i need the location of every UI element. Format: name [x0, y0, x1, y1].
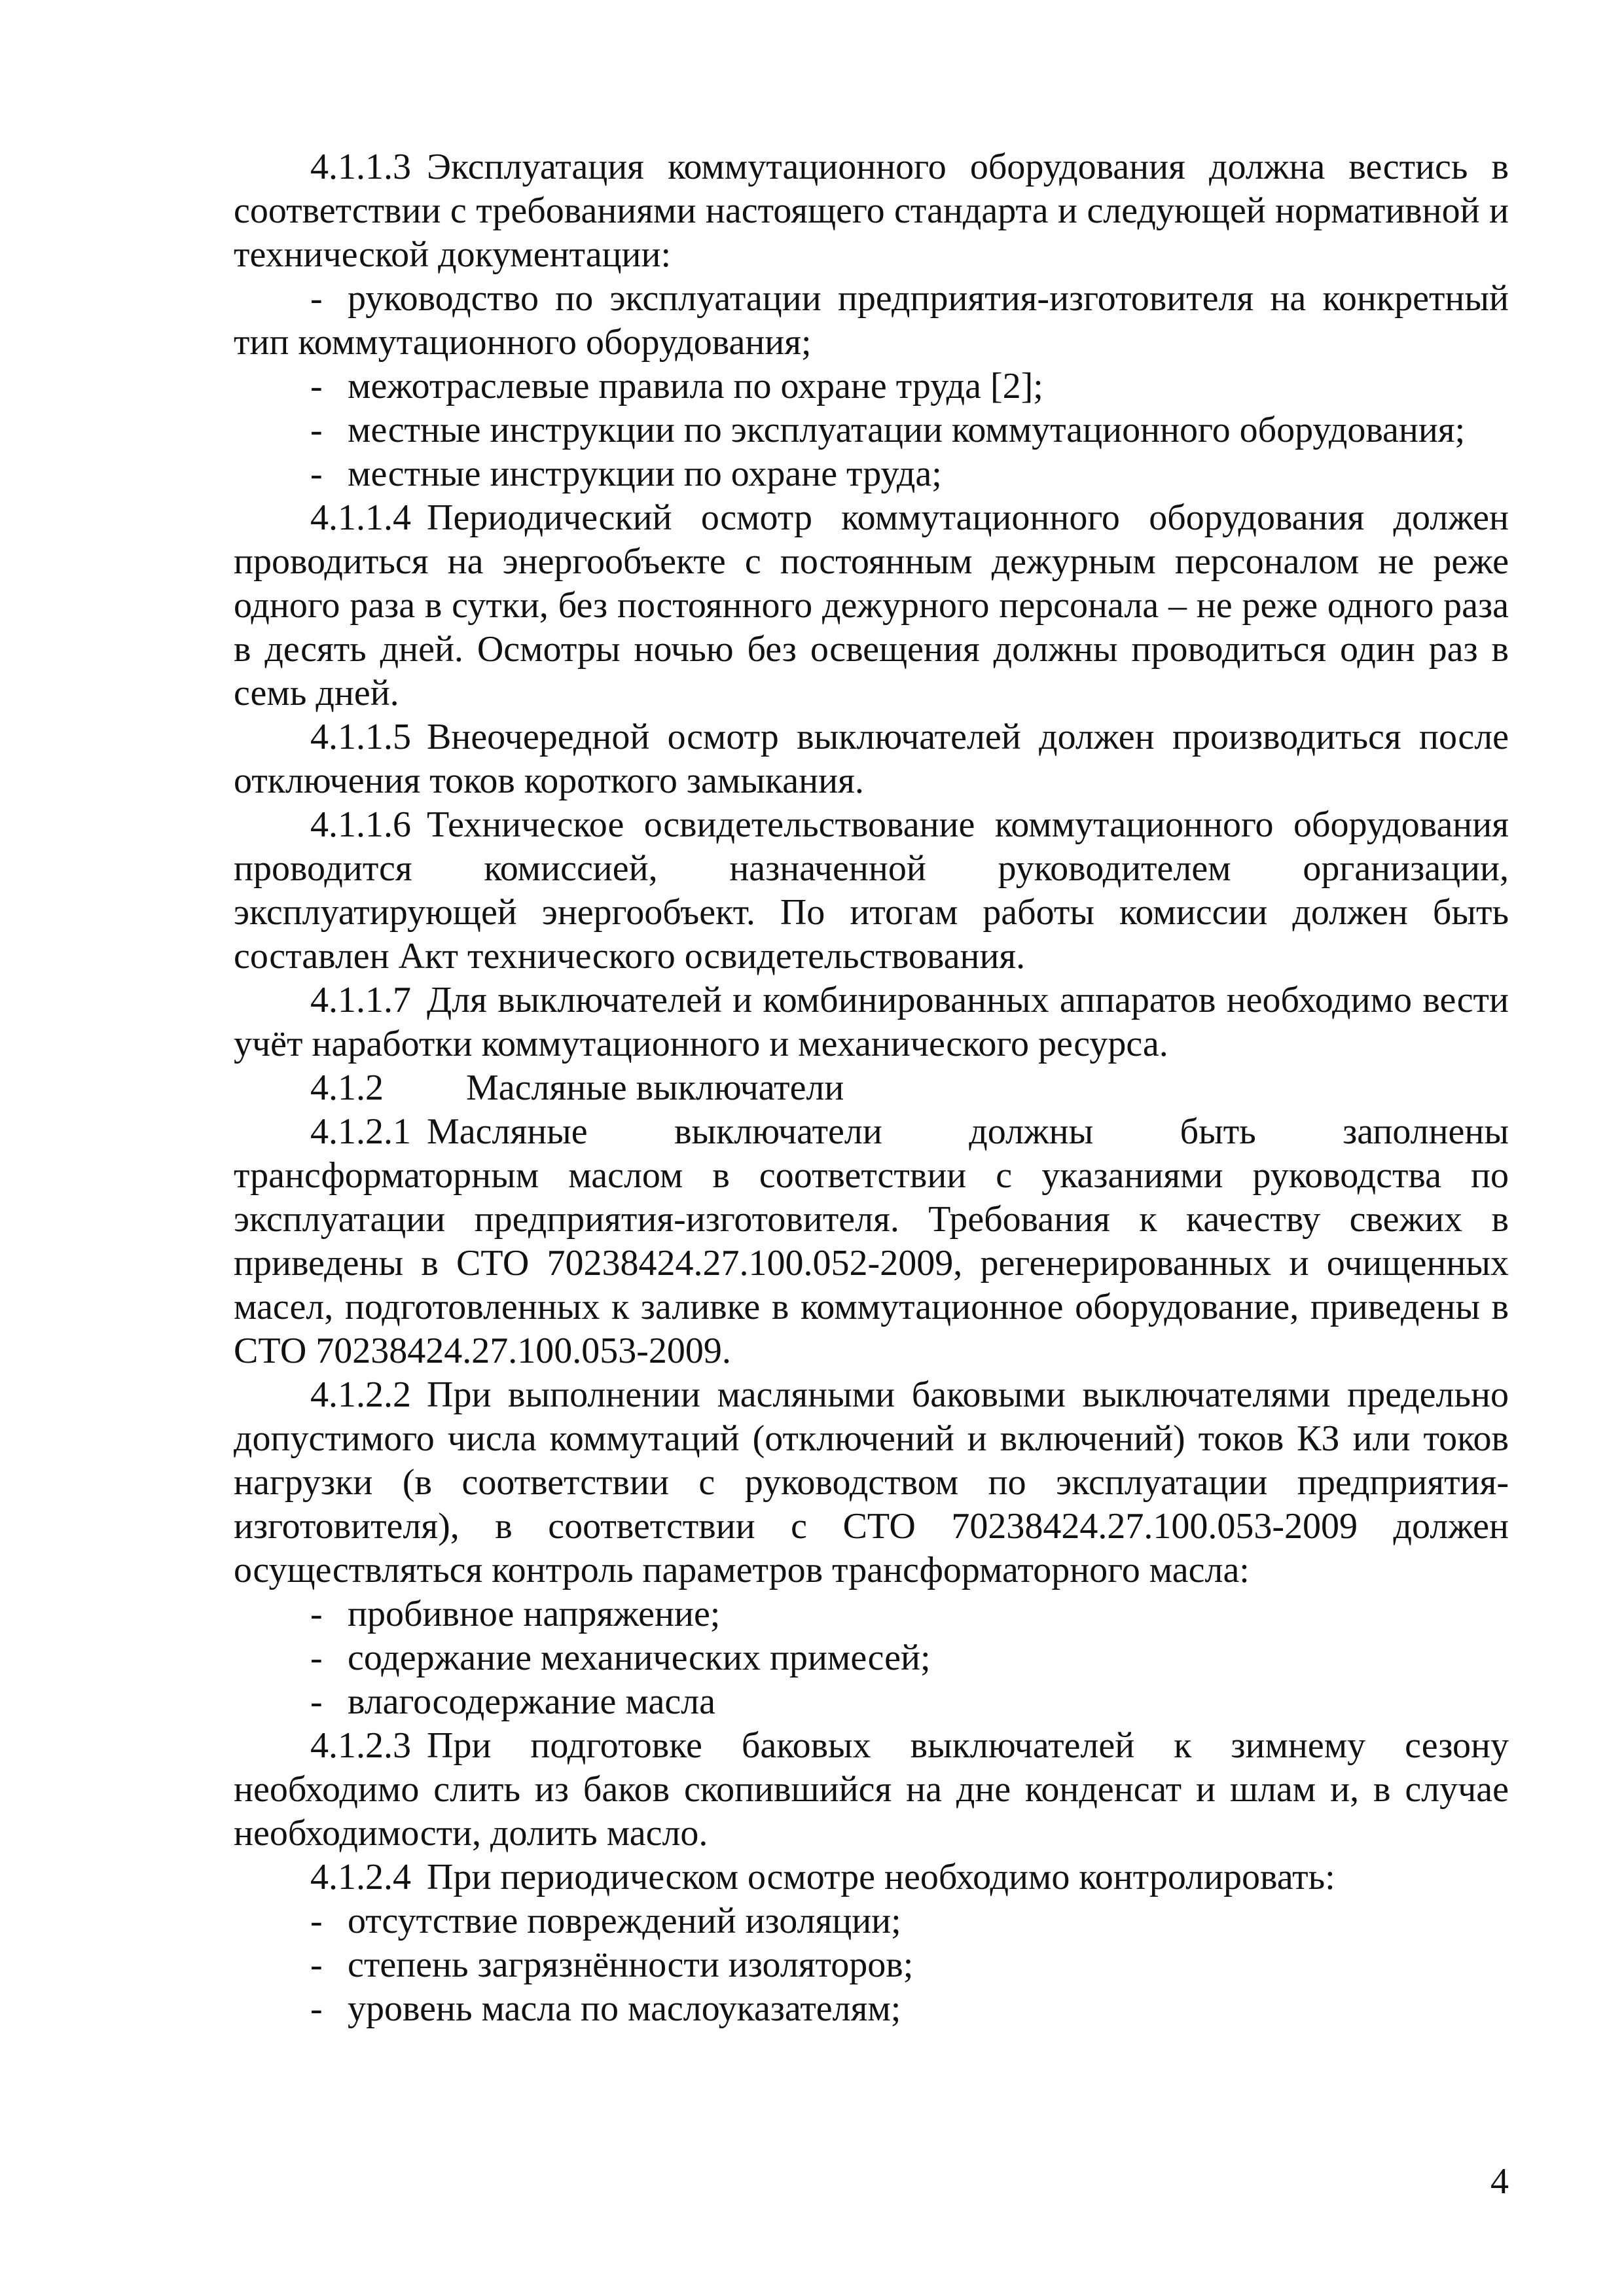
- clause-number: 4.1.1.3: [310, 147, 411, 187]
- list-item: [234, 1899, 1509, 1943]
- clause-text: Эксплуатация коммутационного оборудования должна вестись в соответствии с требованиями настоящего стандарта и следующей нормативной и технической документации:: [234, 147, 1509, 275]
- page-number: 4: [1490, 2161, 1509, 2202]
- clause-number: 4.1.1.6: [310, 804, 411, 845]
- paragraph-4-1-1-4: [234, 496, 1509, 715]
- list-item: [234, 1987, 1509, 2031]
- list-item-text: местные инструкции по охране труда;: [348, 454, 942, 494]
- paragraph-4-1-2-3: [234, 1724, 1509, 1856]
- list-item: [234, 1680, 1509, 1724]
- clause-number: 4.1.1.4: [310, 497, 411, 538]
- paragraph-4-1-1-5: [234, 715, 1509, 803]
- paragraph-4-1-2-4: [234, 1856, 1509, 1899]
- list-item: [234, 1943, 1509, 1987]
- list-item-text: влагосодержание масла: [348, 1681, 715, 1722]
- dash-bullet: -: [310, 278, 323, 319]
- paragraph-4-1-2-2: [234, 1373, 1509, 1592]
- clause-number: 4.1.2.1: [310, 1111, 411, 1152]
- list-item: [234, 277, 1509, 365]
- dash-bullet: -: [310, 1638, 323, 1678]
- clause-number: 4.1.2.2: [310, 1374, 411, 1415]
- section-heading-4-1-2: [234, 1066, 1509, 1110]
- list-item-text: местные инструкции по эксплуатации коммутационного оборудования;: [348, 410, 1466, 450]
- clause-text: Масляные выключатели должны быть заполнены трансформаторным маслом в соответствии с указаниями руководства по эксплуатации предприятия-изготовителя. Требования к качеству свежих в приведены в СТО 70238424.27.100.052-2009, регенерированных и очищенных масел, подготовленных к заливке в коммутационное оборудование, приведены в СТО 70238424.27.100.053-2009.: [234, 1111, 1509, 1371]
- list-item: [234, 452, 1509, 496]
- clause-text: Внеочередной осмотр выключателей должен производиться после отключения токов короткого замыкания.: [234, 717, 1509, 801]
- clause-text: При подготовке баковых выключателей к зимнему сезону необходимо слить из баков скопившийся на дне конденсат и шлам и, в случае необходимости, долить масло.: [234, 1725, 1509, 1854]
- list-item-text: содержание механических примесей;: [348, 1638, 931, 1678]
- section-title: Масляные выключатели: [466, 1067, 844, 1108]
- section-number: 4.1.2: [310, 1067, 384, 1108]
- dash-bullet: -: [310, 1988, 323, 2029]
- list-item-text: отсутствие повреждений изоляции;: [348, 1901, 901, 1941]
- list-item: [234, 365, 1509, 408]
- clause-text: При выполнении масляными баковыми выключателями предельно допустимого числа коммутаций (отключений и включений) токов КЗ или токов нагрузки (в соответствии с руководством по эксплуатации предприятия-изготовителя), в соответствии с СТО 70238424.27.100.053-2009 должен осуществляться контроль параметров трансформаторного масла:: [234, 1374, 1509, 1590]
- dash-bullet: -: [310, 1901, 323, 1941]
- paragraph-4-1-1-6: [234, 803, 1509, 978]
- list-item-text: руководство по эксплуатации предприятия-изготовителя на конкретный тип коммутационного оборудования;: [234, 278, 1509, 363]
- dash-bullet: -: [310, 410, 323, 450]
- list-item: [234, 1636, 1509, 1680]
- dash-bullet: -: [310, 454, 323, 494]
- clause-text: Периодический осмотр коммутационного оборудования должен проводиться на энергообъекте с постоянным дежурным персоналом не реже одного раза в сутки, без постоянного дежурного персонала – не реже одного раза в десять дней. Осмотры ночью без освещения должны проводиться один раз в семь дней.: [234, 497, 1509, 713]
- clause-text: При периодическом осмотре необходимо контролировать:: [427, 1857, 1335, 1897]
- dash-bullet: -: [310, 1681, 323, 1722]
- clause-text: Для выключателей и комбинированных аппаратов необходимо вести учёт наработки коммутационного и механического ресурса.: [234, 980, 1509, 1064]
- list-item: [234, 1592, 1509, 1636]
- clause-number: 4.1.1.5: [310, 717, 411, 757]
- list-item: [234, 408, 1509, 452]
- list-item-text: пробивное напряжение;: [348, 1594, 721, 1634]
- clause-text: Техническое освидетельствование коммутационного оборудования проводится комиссией, назначенной руководителем организации, эксплуатирующей энергообъект. По итогам работы комиссии должен быть составлен Акт технического освидетельствования.: [234, 804, 1509, 977]
- paragraph-4-1-1-7: [234, 978, 1509, 1066]
- dash-bullet: -: [310, 1594, 323, 1634]
- list-item-text: межотраслевые правила по охране труда [2];: [348, 366, 1043, 406]
- paragraph-4-1-1-3: [234, 145, 1509, 277]
- dash-bullet: -: [310, 1945, 323, 1985]
- list-item-text: степень загрязнённости изоляторов;: [348, 1945, 914, 1985]
- dash-bullet: -: [310, 366, 323, 406]
- clause-number: 4.1.2.4: [310, 1857, 411, 1897]
- page-body: [234, 145, 1509, 2031]
- list-item-text: уровень масла по маслоуказателям;: [348, 1988, 901, 2029]
- clause-number: 4.1.1.7: [310, 980, 411, 1020]
- clause-number: 4.1.2.3: [310, 1725, 411, 1766]
- paragraph-4-1-2-1: [234, 1110, 1509, 1373]
